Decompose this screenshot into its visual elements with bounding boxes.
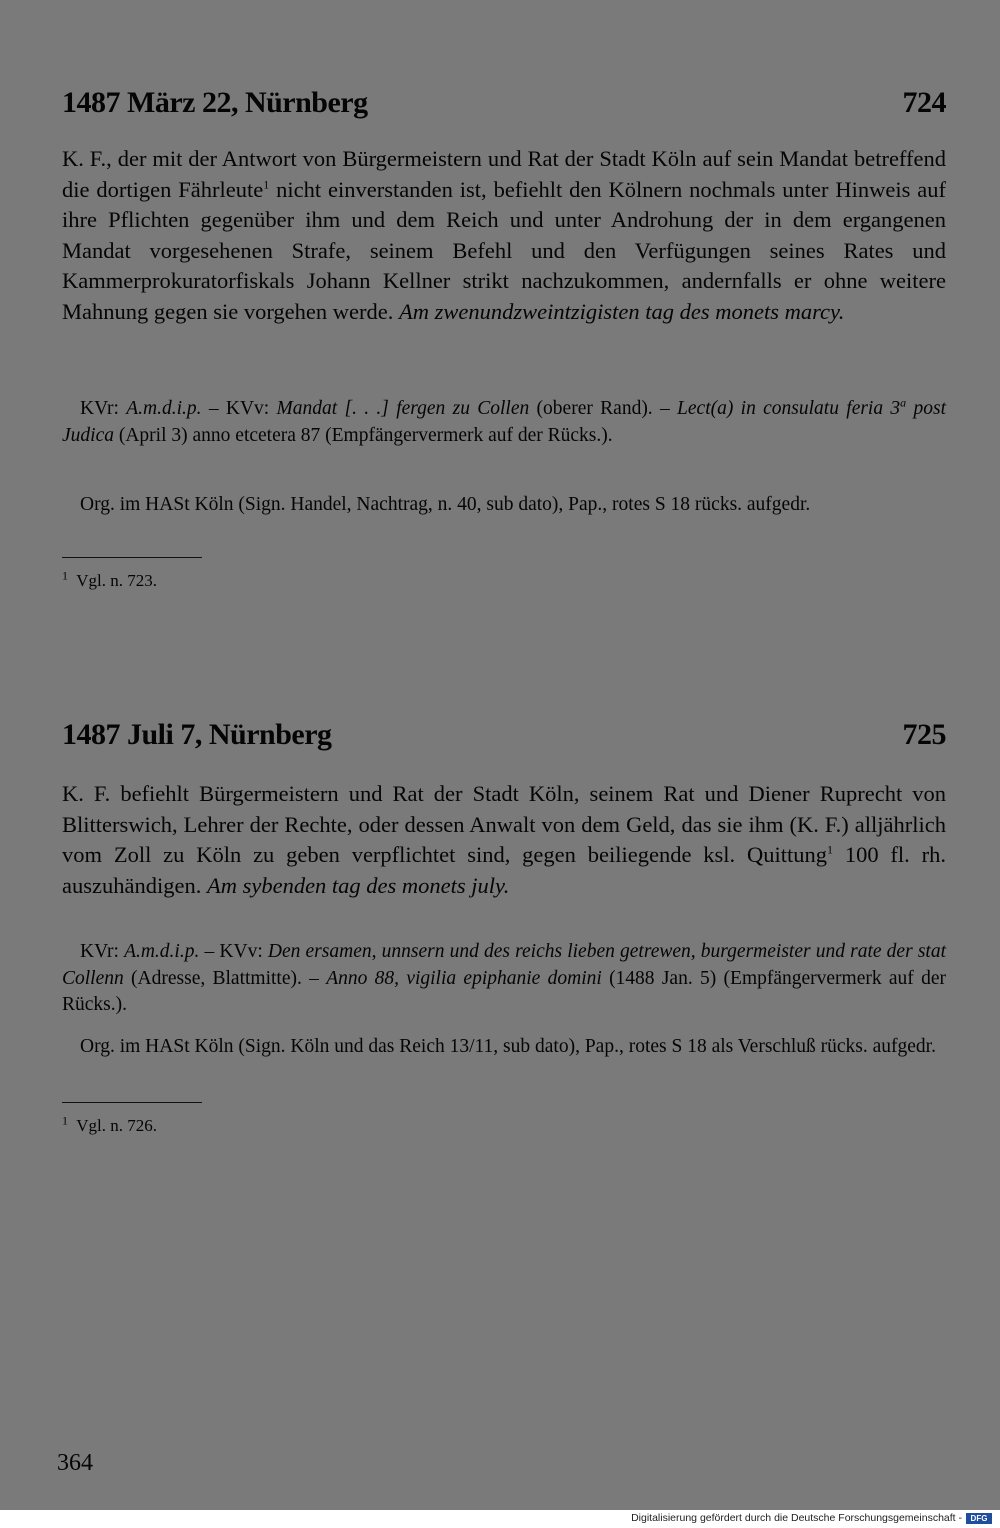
superscript: a <box>900 395 907 410</box>
funding-note: Digitalisierung gefördert durch die Deutsche Forschungsgemeinschaft - <box>631 1512 962 1524</box>
footnote-text: Vgl. n. 726. <box>76 1116 157 1135</box>
footnote <box>62 570 157 592</box>
kvr-value: A.m.d.i.p. <box>126 398 202 419</box>
regest-date-formula: Am zwenundzweintzigisten tag des monets marcy. <box>398 298 845 324</box>
original-location: Org. im HASt Köln (Sign. Handel, Nachtrag, n. 40, sub dato), Pap., rotes S 18 rücks. aufgedr. <box>80 494 811 515</box>
kvv-value: Den ersamen, unnsern und des reichs lieben getrewen, burgermeister und rate der stat Collenn <box>62 941 946 989</box>
entry-heading <box>62 718 946 752</box>
regest-text <box>62 779 946 901</box>
kanzleivermerk <box>62 939 946 1019</box>
kvv-value: Mandat [. . .] fergen zu Collen <box>276 398 530 419</box>
kvr-label: KVr: <box>80 398 127 419</box>
page-number: 364 <box>57 1450 93 1476</box>
entry-date-place: 1487 Juli 7, Nürnberg <box>62 718 332 751</box>
footnote-number: 1 <box>62 1113 68 1128</box>
entry-date-place: 1487 März 22, Nürnberg <box>62 86 368 119</box>
receipt-note-cont: post Judica <box>62 398 946 446</box>
regest-body: K. F. befiehlt Bürgermeistern und Rat der Stadt Köln, seinem Rat und Diener Ruprecht von Blitterswich, Lehrer der Rechte, oder dessen Anwalt von dem Geld, das sie ihm (K. F.) alljährlich vom Zoll zu Köln zu geben verpflichtet sind, gegen beiliegende ksl. Quittung <box>62 781 946 867</box>
kvv-label: – KVv: <box>201 398 277 419</box>
footnote-ref: 1 <box>827 842 833 857</box>
footnote-ref: 1 <box>263 177 270 191</box>
kanzleivermerk <box>62 396 946 449</box>
footnote <box>62 1115 157 1137</box>
kvv-note: (Adresse, Blattmitte). – <box>123 967 327 989</box>
footnote-rule <box>62 1102 202 1103</box>
footnote-rule <box>62 557 202 558</box>
kvv-note: (oberer Rand). – <box>529 398 678 419</box>
regest-text <box>62 144 946 327</box>
receipt-date: (1488 Jan. 5) (Empfängervermerk auf der Rücks.). <box>62 967 946 1015</box>
regest-body-cont: nicht einverstanden ist, befiehlt den Kölnern nochmals unter Hinweis auf ihre Pflichten gegenüber ihm und dem Reich und unter Androhung der in dem ergangenen Mandat vorgesehenen Strafe, seinem Befehl und den Verfügungen seines Rates und Kammerprokuratorfiskals Johann Kellner strikt nachzukommen, andernfalls er ohne weitere Mahnung gegen sie vorgehen werde. <box>62 176 946 324</box>
kvv-label: – KVv: <box>199 941 268 962</box>
receipt-note: Anno 88, vigilia epiphanie domini <box>326 967 602 989</box>
dfg-logo: DFG <box>966 1513 992 1524</box>
footnote-text: Vgl. n. 723. <box>76 571 157 590</box>
entry-number: 724 <box>902 86 946 119</box>
footnote-number: 1 <box>62 568 68 583</box>
regest-body: K. F., der mit der Antwort von Bürgermeistern und Rat der Stadt Köln auf sein Mandat betreffend die dortigen Fährleute <box>62 146 946 202</box>
receipt-date: (April 3) anno etcetera 87 (Empfängervermerk auf der Rücks.). <box>113 424 613 446</box>
entry-heading <box>62 86 946 120</box>
regest-date-formula: Am sybenden tag des monets july. <box>206 872 510 898</box>
kvr-value: A.m.d.i.p. <box>124 941 200 962</box>
regest-body-cont: 100 fl. rh. auszuhändigen. <box>62 842 946 898</box>
kvr-label: KVr: <box>80 941 125 962</box>
entry-number: 725 <box>902 718 946 751</box>
receipt-note: Lect(a) in consulatu feria 3 <box>677 398 901 419</box>
footer-bar <box>0 1510 1000 1528</box>
original-location: Org. im HASt Köln (Sign. Köln und das Reich 13/11, sub dato), Pap., rotes S 18 als Verschluß rücks. aufgedr. <box>80 1036 936 1057</box>
